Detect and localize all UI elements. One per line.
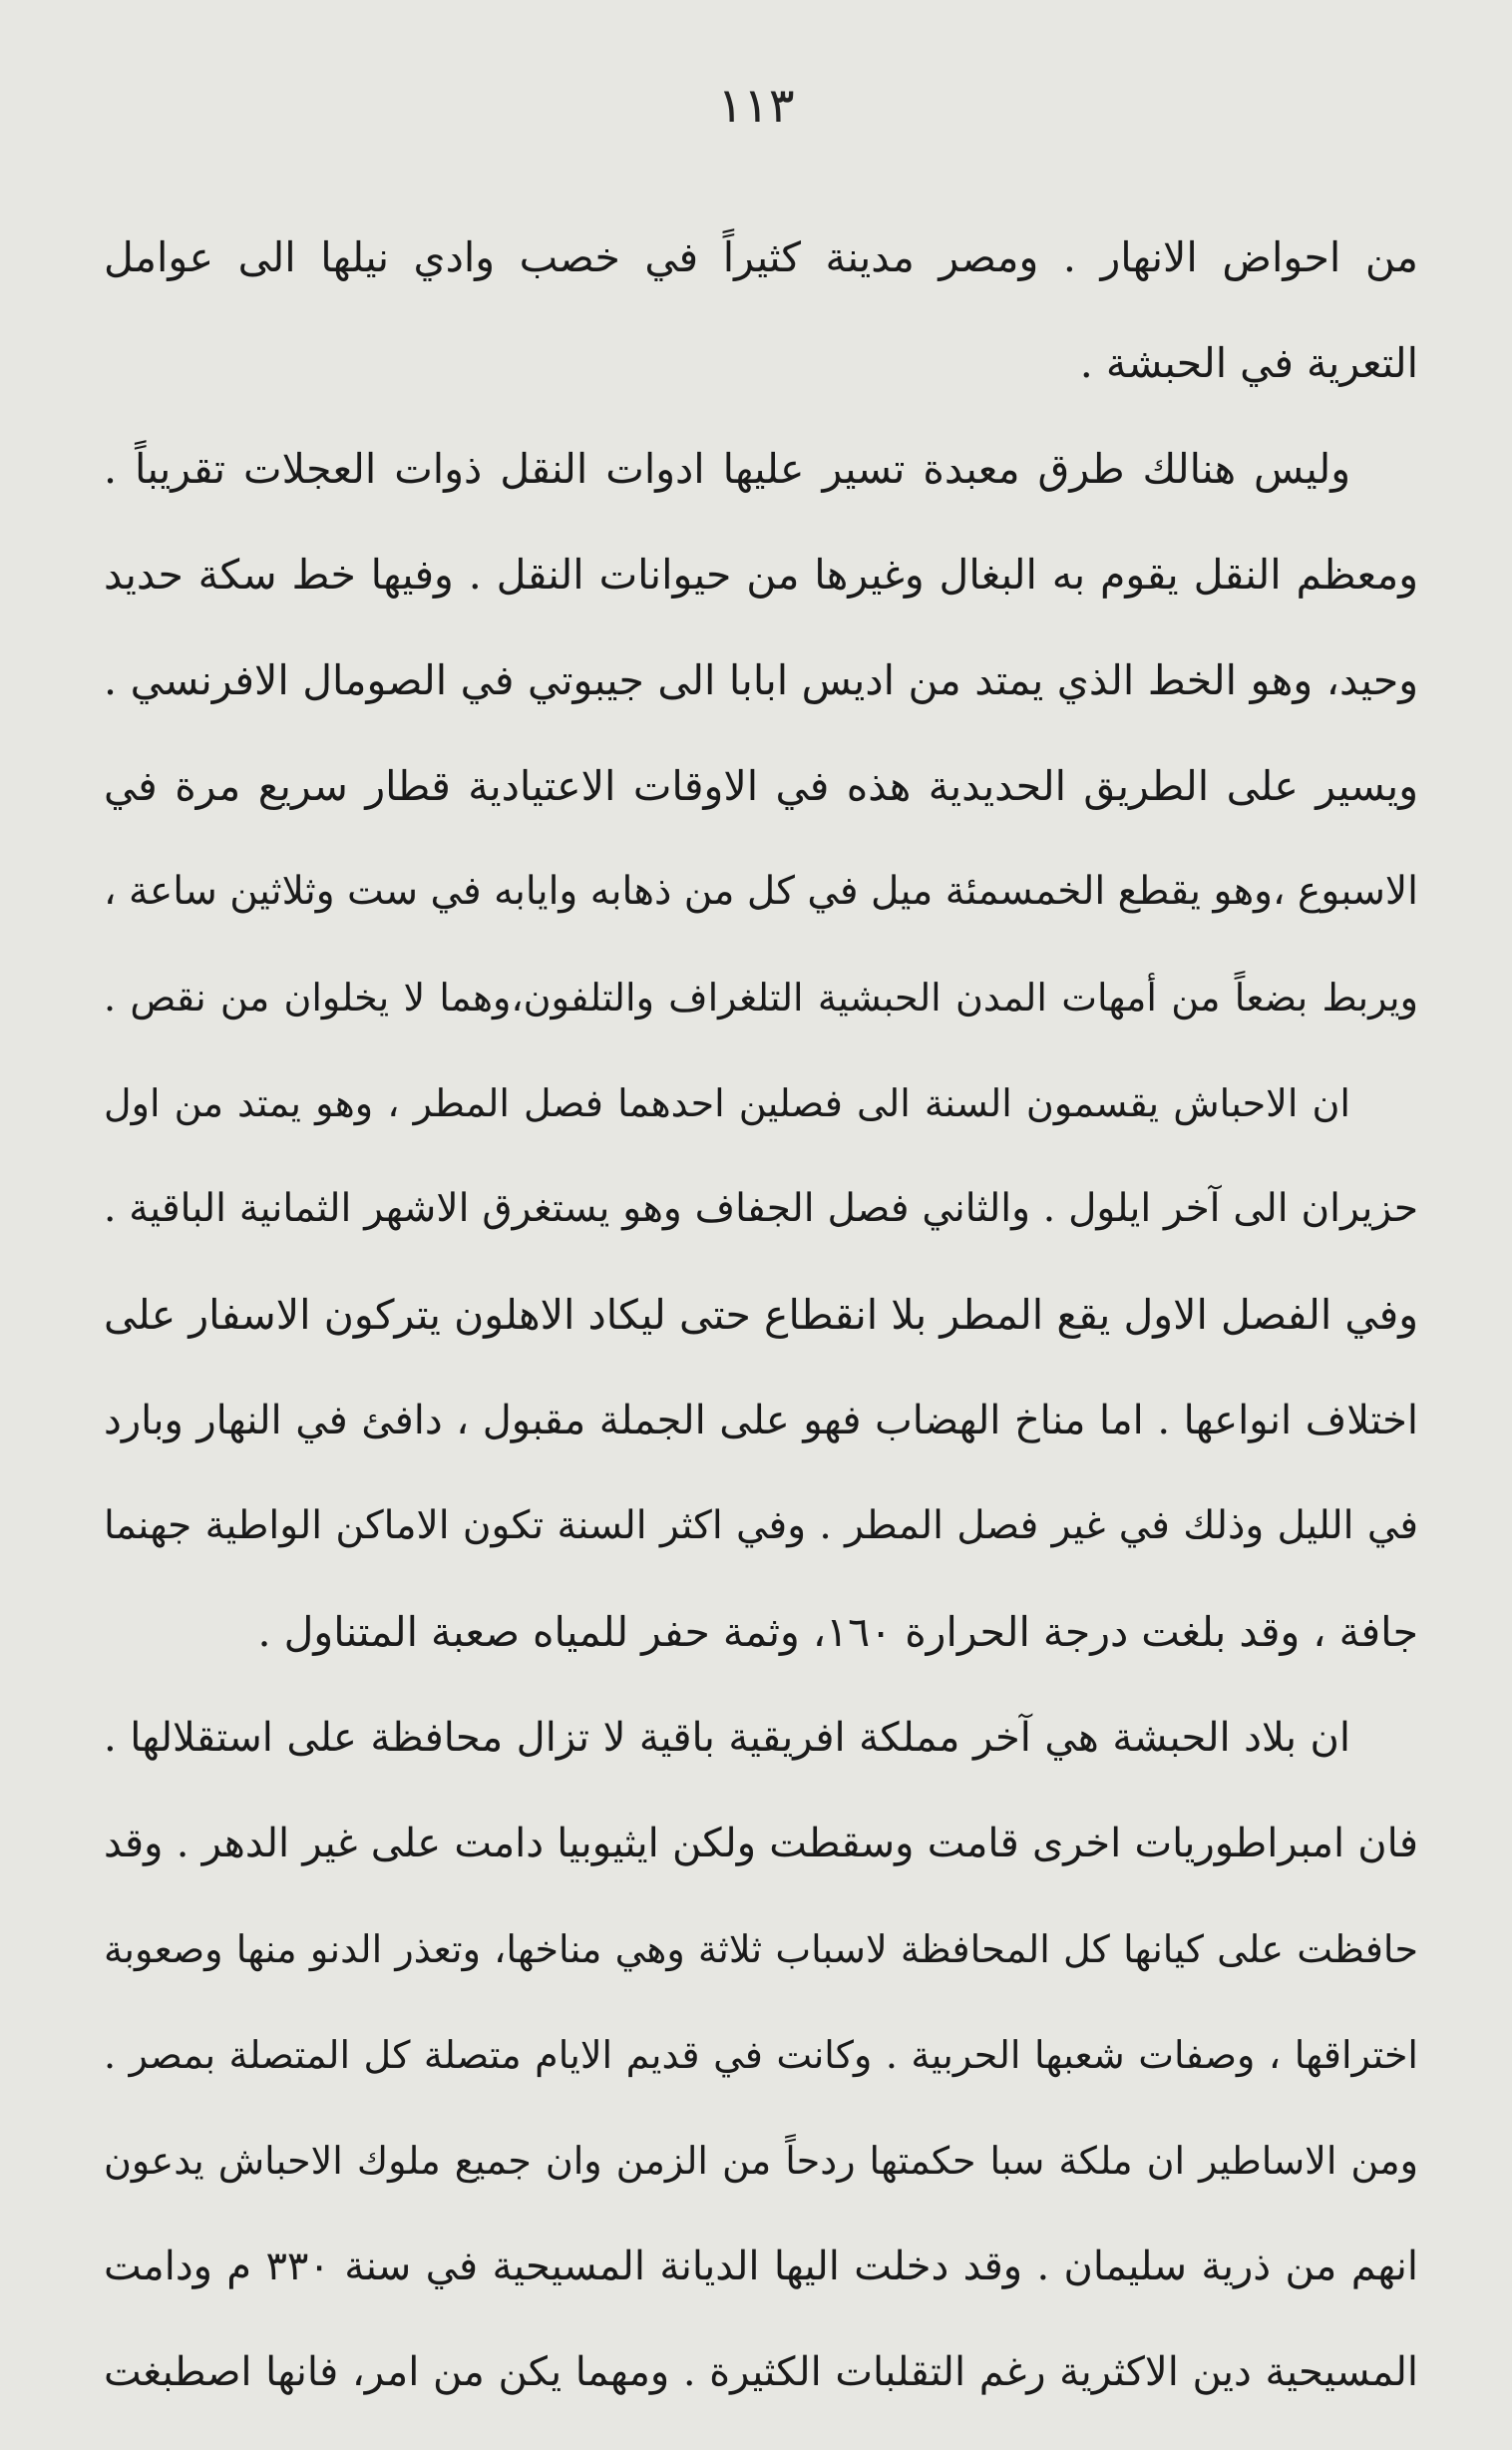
- text-line: وفي الفصل الاول يقع المطر بلا انقطاع حتى ليكاد الاهلون يتركون الاسفار على: [104, 1291, 1418, 1339]
- text-line: ويربط بضعاً من أمهات المدن الحبشية التلغراف والتلفون،وهما لا يخلوان من نقص .: [104, 976, 1418, 1020]
- text-line: من احواض الانهار . ومصر مدينة كثيراً في خصب وادي نيلها الى عوامل: [104, 233, 1418, 281]
- text-line: اختراقها ، وصفات شعبها الحربية . وكانت في قديم الايام متصلة كل المتصلة بمصر .: [104, 2033, 1418, 2077]
- text-line: فان امبراطوريات اخرى قامت وسقطت ولكن ايثيوبيا دامت على غير الدهر . وقد: [104, 1821, 1418, 1866]
- text-line: ومن الاساطير ان ملكة سبا حكمتها ردحاً من الزمن وان جميع ملوك الاحباش يدعون: [104, 2139, 1418, 2183]
- paragraph-start-line: وليس هنالك طرق معبدة تسير عليها ادوات النقل ذوات العجلات تقريباً .: [104, 445, 1350, 493]
- body-text: [104, 204, 1418, 2425]
- text-line: حزيران الى آخر ايلول . والثاني فصل الجفاف وهو يستغرق الاشهر الثمانية الباقية .: [104, 1186, 1418, 1231]
- paragraph-start-line: ان الاحباش يقسمون السنة الى فصلين احدهما فصل المطر ، وهو يمتد من اول: [104, 1081, 1350, 1125]
- page-number: ١١٣: [717, 78, 795, 134]
- text-line: جافة ، وقد بلغت درجة الحرارة ١٦٠، وثمة حفر للمياه صعبة المتناول .: [257, 1608, 1418, 1656]
- text-line: حافظت على كيانها كل المحافظة لاسباب ثلاثة وهي مناخها، وتعذر الدنو منها وصعوبة: [104, 1927, 1418, 1971]
- text-line: انهم من ذرية سليمان . وقد دخلت اليها الديانة المسيحية في سنة ٣٣٠ م ودامت: [104, 2244, 1418, 2289]
- text-line: التعرية في الحبشة .: [1079, 339, 1418, 387]
- paragraph-start-line: ان بلاد الحبشة هي آخر مملكة افريقية باقية لا تزال محافظة على استقلالها .: [104, 1715, 1350, 1761]
- text-line: ويسير على الطريق الحديدية هذه في الاوقات الاعتيادية قطار سريع مرة في: [104, 762, 1418, 810]
- text-line: اختلاف انواعها . اما مناخ الهضاب فهو على الجملة مقبول ، دافئ في النهار وبارد: [104, 1398, 1418, 1443]
- text-line: المسيحية دين الاكثرية رغم التقلبات الكثيرة . ومهما يكن من امر، فانها اصطبغت: [104, 2349, 1418, 2395]
- text-line: ومعظم النقل يقوم به البغال وغيرها من حيوانات النقل . وفيها خط سكة حديد: [104, 551, 1418, 599]
- text-line: الاسبوع ،وهو يقطع الخمسمئة ميل في كل من ذهابه وايابه في ست وثلاثين ساعة ،: [104, 869, 1418, 914]
- text-line: وحيد، وهو الخط الذي يمتد من اديس ابابا الى جيبوتي في الصومال الافرنسي .: [104, 656, 1418, 704]
- text-line: في الليل وذلك في غير فصل المطر . وفي اكثر السنة تكون الاماكن الواطية جهنما: [104, 1503, 1418, 1548]
